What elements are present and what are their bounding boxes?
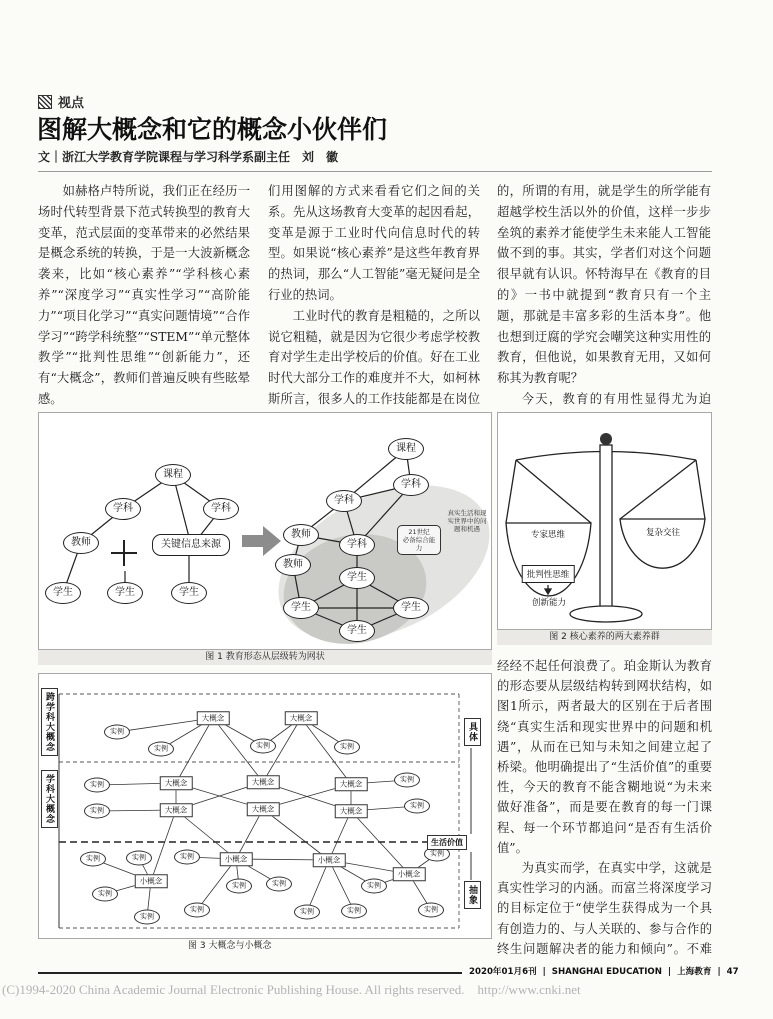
small-concept-node: 小概念 [313, 853, 346, 867]
header-rule [38, 171, 712, 172]
concept-link [151, 810, 176, 881]
student-node: 学生 [339, 567, 375, 589]
course-node: 课程 [155, 464, 191, 486]
figure-3-caption: 图 3 大概念与小概念 [188, 941, 272, 951]
concrete-label: 具体 [464, 718, 481, 746]
footer-magazine-cn: 上海教育 [677, 967, 712, 977]
footer-separator: | [542, 967, 546, 977]
abstract-label: 抽象 [464, 881, 481, 909]
text-column-3 [497, 181, 711, 410]
big-concept-node: 大概念 [247, 802, 280, 816]
paragraph: 的，所谓的有用，就是学生的所学能有超越学校生活以外的价值，这样一步步垒筑的素养才能使学生未来能人工智能做不到的事。其实，学者们对这个问题很早就有认识。怀特海早在《教育的目的》一书中就提到“教育只有一个主题，那就是丰富多彩的生活本身”。他也想到迂腐的学究会嘲笑这种实用性的教育，但他说，如果教育无用，又如何称其为教育呢？ [497, 184, 711, 386]
instance-node: 实例 [341, 904, 367, 919]
instance-node: 实例 [394, 773, 420, 788]
paragraph: 为真实而学，在真实中学，这就是真实性学习的内涵。而富兰将深度学习的目标定位于“使学生获得成为一个具有创造力的、与人关联的、参与合作的终生问题解决者的能力和倾向”。不难 [497, 861, 712, 956]
big-concept-node: 大概念 [335, 777, 368, 791]
section-icon [38, 95, 52, 109]
transition-arrow-icon [242, 526, 281, 556]
figure-2 [497, 412, 712, 630]
paragraph: 工业时代的教育是粗糙的，之所以说它粗糙，就是因为它很少考虑学校教育对学生走出学校后的价值。好在工业时代大部分工作的难度并不大，如柯林斯所言，很多人的工作技能都是在岗位 [268, 308, 480, 406]
instance-node: 实例 [226, 879, 252, 894]
competency-note-line: 21世纪 [408, 528, 430, 536]
footer-rule [38, 972, 462, 974]
section-label: 视点 [58, 96, 85, 111]
instance-node: 实例 [294, 905, 320, 920]
instance-node: 实例 [126, 851, 152, 866]
figure-1-caption: 图 1 教育形态从层级转为网状 [38, 650, 492, 665]
paragraph: 今天，教育的有用性显得尤为迫 [521, 391, 711, 406]
figure-2-caption: 图 2 核心素养的两大素养群 [497, 630, 712, 645]
life-value-label: 生活价值 [427, 835, 467, 850]
student-node: 学生 [171, 582, 207, 604]
teacher-node: 教师 [63, 532, 99, 554]
big-concept-node: 大概念 [160, 803, 193, 817]
big-concept-node: 大概念 [160, 776, 193, 790]
copyright-watermark: (C)1994-2020 China Academic Journal Electronic Publishing House. All rights reserved. http://www.cnki.net [2, 982, 581, 997]
concept-link [176, 718, 213, 783]
instance-node: 实例 [84, 778, 110, 793]
subject-node: 学科 [326, 490, 362, 512]
instance-node: 实例 [184, 903, 210, 918]
subject-node: 学科 [393, 474, 429, 496]
discipline-label: 学科大概念 [41, 770, 58, 828]
instance-node: 实例 [134, 910, 160, 925]
course-node: 课程 [388, 438, 424, 460]
section-header [38, 92, 84, 111]
instance-node: 实例 [404, 799, 430, 814]
subject-node: 学科 [339, 534, 375, 556]
instance-node: 实例 [84, 804, 110, 819]
instance-node: 实例 [92, 887, 118, 902]
cross-discipline-label: 跨学科大概念 [41, 688, 58, 756]
student-node: 学生 [107, 582, 143, 604]
instance-node: 实例 [104, 725, 130, 740]
balance-scale-icon [498, 413, 712, 630]
competency-note [397, 525, 441, 555]
figure-1 [38, 412, 492, 650]
footer-separator: | [717, 967, 721, 977]
real-world-note: 真实生活和现实世界中的问题和机遇 [447, 509, 487, 533]
page-number: 47 [726, 967, 739, 977]
expert-thinking-label: 专家思维 [530, 530, 566, 540]
student-node: 学生 [45, 582, 81, 604]
instance-node: 实例 [80, 852, 106, 867]
student-node: 学生 [393, 597, 429, 619]
small-concept-node: 小概念 [135, 874, 168, 888]
small-concept-node: 小概念 [393, 867, 426, 881]
small-concept-node: 小概念 [220, 852, 253, 866]
instance-node: 实例 [424, 847, 450, 862]
complex-communication-label: 复杂交往 [645, 528, 681, 538]
figure-3 [38, 673, 492, 939]
student-node: 学生 [339, 620, 375, 642]
big-concept-node: 大概念 [197, 711, 230, 725]
paragraph: 如赫格卢特所说，我们正在经历一场时代转型背景下范式转换型的教育大变革，范式层面的变革带来的必然结果是概念系统的转换，于是一大波新概念袭来，比如“核心素养”“学科核心素养”“深度学习”“真实性学习”“高阶能力”“项目化学习”“真实问题情境”“合作学习”“跨学科统整”“STEM”“单元整体教学”“批判性思维”“创新能力”，还有“大概念”，教师们普遍反映有些眩晕感。 [38, 184, 250, 406]
student-node: 学生 [283, 597, 319, 619]
text-column-4 [497, 656, 712, 961]
big-concept-node: 大概念 [335, 804, 368, 818]
teacher-node: 教师 [275, 554, 311, 576]
footer-separator: | [667, 967, 672, 977]
footer-issue: 2020年01月6刊 [469, 967, 537, 977]
article-title: 图解大概念和它的概念小伙伴们 [37, 115, 388, 144]
subject-node: 学科 [203, 498, 239, 520]
critical-thinking-label: 批判性思维 [522, 565, 575, 583]
key-source-node: 关键信息来源 [152, 534, 230, 556]
article-byline: 文｜浙江大学教育学院课程与学习科学系副主任 刘 徽 [38, 150, 339, 164]
instance-node: 实例 [250, 739, 276, 754]
text-column-1 [38, 181, 250, 410]
instance-node: 实例 [361, 879, 387, 894]
instance-node: 实例 [418, 903, 444, 918]
instance-node: 实例 [266, 877, 292, 892]
teacher-node: 教师 [283, 524, 319, 546]
big-concept-node: 大概念 [285, 711, 318, 725]
paragraph: 们用图解的方式来看看它们之间的关系。先从这场教育大变革的起因看起，变革是源于工业时代向信息时代的转型。如果说“核心素养”是这些年教育界的热词，那么“人工智能”毫无疑问是全行业的热词。 [268, 184, 480, 302]
competency-note-line: 必备综合能力 [402, 536, 436, 552]
instance-node: 实例 [334, 740, 360, 755]
subject-node: 学科 [105, 498, 141, 520]
plus-icon [123, 540, 125, 566]
innovation-label: 创新能力 [531, 598, 567, 608]
paragraph: 经经不起任何浪费了。珀金斯认为教育的形态要从层级结构转到网状结构，如图1所示，两者最大的区别在于后者围绕“真实生活和现实世界中的问题和机遇”，从而在已知与未知之间建立起了桥梁。他明确提出了“生活价值”的重要性，今天的教育不能含糊地说“为未来做好准备”，而是要在教育的每一门课程、每一个环节都追问“是否有生活价值”。 [497, 659, 712, 855]
footer-magazine-en: SHANGHAI EDUCATION [551, 967, 662, 977]
instance-node: 实例 [148, 742, 174, 757]
big-concept-node: 大概念 [247, 775, 280, 789]
page-footer [466, 965, 739, 977]
instance-node: 实例 [174, 850, 200, 865]
text-column-2 [268, 181, 480, 410]
